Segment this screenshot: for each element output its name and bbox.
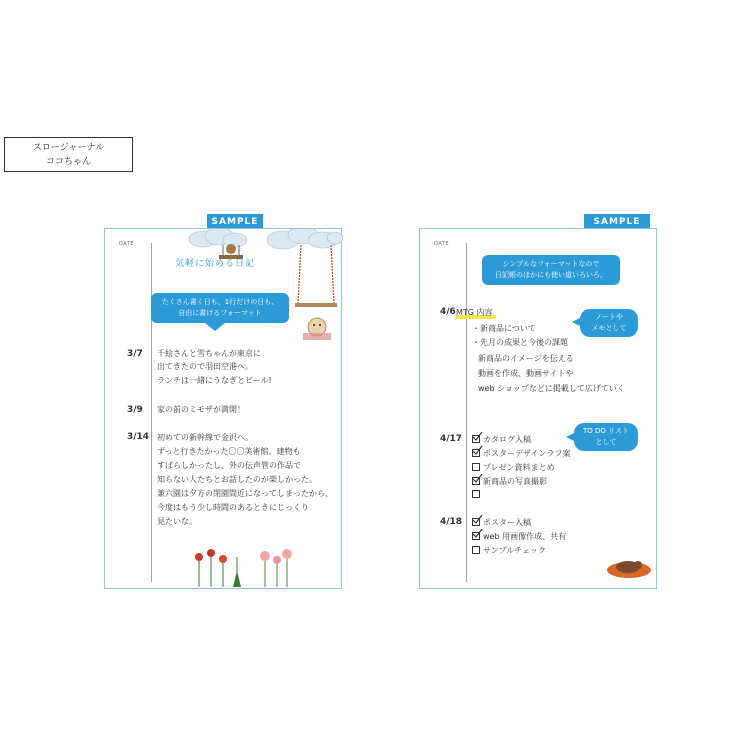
entry-line: 新商品のイメージを伝える	[478, 354, 574, 363]
todo-item	[472, 517, 531, 528]
entry-line: 見たいな。	[157, 517, 197, 526]
todo-text: カタログ入稿	[483, 435, 531, 444]
right-callout-bubble	[482, 255, 620, 285]
todo-text: プレゼン資料まとめ	[483, 463, 555, 472]
product-title-line2: ココちゃん	[45, 156, 91, 167]
entry-line: ・先月の成果と今後の課題	[472, 338, 568, 347]
checkbox-checked-icon	[472, 518, 480, 526]
todo-text: web 用画像作成、共有	[483, 532, 567, 541]
entry-date: 3/9	[127, 405, 143, 415]
todo-callout-line1: TO DO リスト	[583, 427, 629, 435]
sample-tab-right: SAMPLE	[584, 214, 650, 229]
todo-item	[472, 476, 547, 487]
left-callout-pointer	[205, 323, 225, 331]
flowers-illustration	[189, 547, 299, 587]
date-label: DATE	[434, 241, 450, 247]
todo-item	[472, 490, 483, 499]
diary-heading: 気軽に始める日記	[175, 259, 256, 269]
left-callout-line2: 自由に書けるフォーマット	[178, 309, 262, 317]
right-journal-page	[419, 228, 657, 589]
checkbox-checked-icon	[472, 477, 480, 485]
sleeping-dog-illustration	[606, 555, 652, 579]
todo-callout-line2: として	[595, 438, 617, 446]
todo-text: ポスターデザインラフ案	[483, 449, 571, 458]
todo-item	[472, 448, 570, 459]
entry-line: 知らない人たちとお話したのが楽しかった。	[157, 475, 317, 484]
entry-line: 家の前のミモザが満開！	[157, 405, 245, 414]
entry-date: 3/14	[127, 432, 150, 442]
entry-line: ずっと行きたかった〇〇美術館、建物も	[157, 447, 301, 456]
checkbox-checked-icon	[472, 435, 480, 443]
todo-item	[472, 545, 546, 556]
entry-date: 4/6	[440, 307, 456, 317]
entry-line: 出てきたので羽田空港へ。	[157, 362, 253, 371]
entry-line: 今度はもう少し時間のあるときにじっくり	[157, 503, 309, 512]
todo-text: 新商品の写真撮影	[483, 477, 547, 486]
todo-callout-bubble	[574, 423, 638, 451]
note-callout-bubble	[580, 309, 638, 337]
meeting-title: MTG 内容	[456, 308, 493, 317]
entry-line: すばらしかったし、外の伝声管の作品で	[157, 461, 301, 470]
sample-tab-left: SAMPLE	[207, 214, 263, 229]
entry-line: web ショップなどに掲載して広げていく	[478, 384, 625, 393]
entry-date: 4/17	[440, 434, 463, 444]
checkbox-checked-icon	[472, 532, 480, 540]
todo-text: ポスター入稿	[483, 518, 531, 527]
todo-item	[472, 462, 555, 473]
entry-line: 兼六園は夕方の閉園間近になってしまったから、	[157, 489, 333, 498]
left-journal-page	[104, 228, 342, 589]
note-callout-line1: ノートや	[595, 313, 623, 321]
left-callout-line1: たくさん書く日も、1行だけの日も、	[161, 298, 279, 306]
product-title-box	[4, 137, 133, 172]
product-title-line1: スロージャーナル	[32, 142, 105, 153]
todo-text: サンプルチェック	[483, 546, 547, 555]
entry-line: ランチは一緒にうなぎとビール!	[157, 376, 272, 385]
entry-line: 初めての新幹線で金沢へ。	[157, 433, 253, 442]
checkbox-empty-icon	[472, 463, 480, 471]
checkbox-checked-icon	[472, 449, 480, 457]
entry-date: 3/7	[127, 349, 143, 359]
right-callout-line2: 日記帳のほかにも使い道いろいろ。	[495, 271, 607, 279]
entry-line: 動画を作成、動画サイトや	[478, 369, 574, 378]
todo-item	[472, 531, 566, 542]
entry-line: 千絵さんと雪ちゃんが東京に	[157, 349, 261, 358]
entry-date: 4/18	[440, 517, 463, 527]
note-callout-pointer	[572, 317, 582, 327]
left-callout-bubble	[151, 293, 289, 323]
margin-line	[466, 243, 467, 582]
todo-item	[472, 434, 531, 445]
checkbox-empty-icon	[472, 546, 480, 554]
note-callout-line2: メモとして	[591, 324, 627, 332]
date-label: DATE	[119, 241, 135, 247]
todo-callout-pointer	[566, 432, 576, 442]
right-callout-line1: シンプルなフォーマットなので	[502, 260, 600, 268]
checkbox-empty-icon	[472, 490, 480, 498]
entry-line: ・新商品について	[472, 324, 536, 333]
